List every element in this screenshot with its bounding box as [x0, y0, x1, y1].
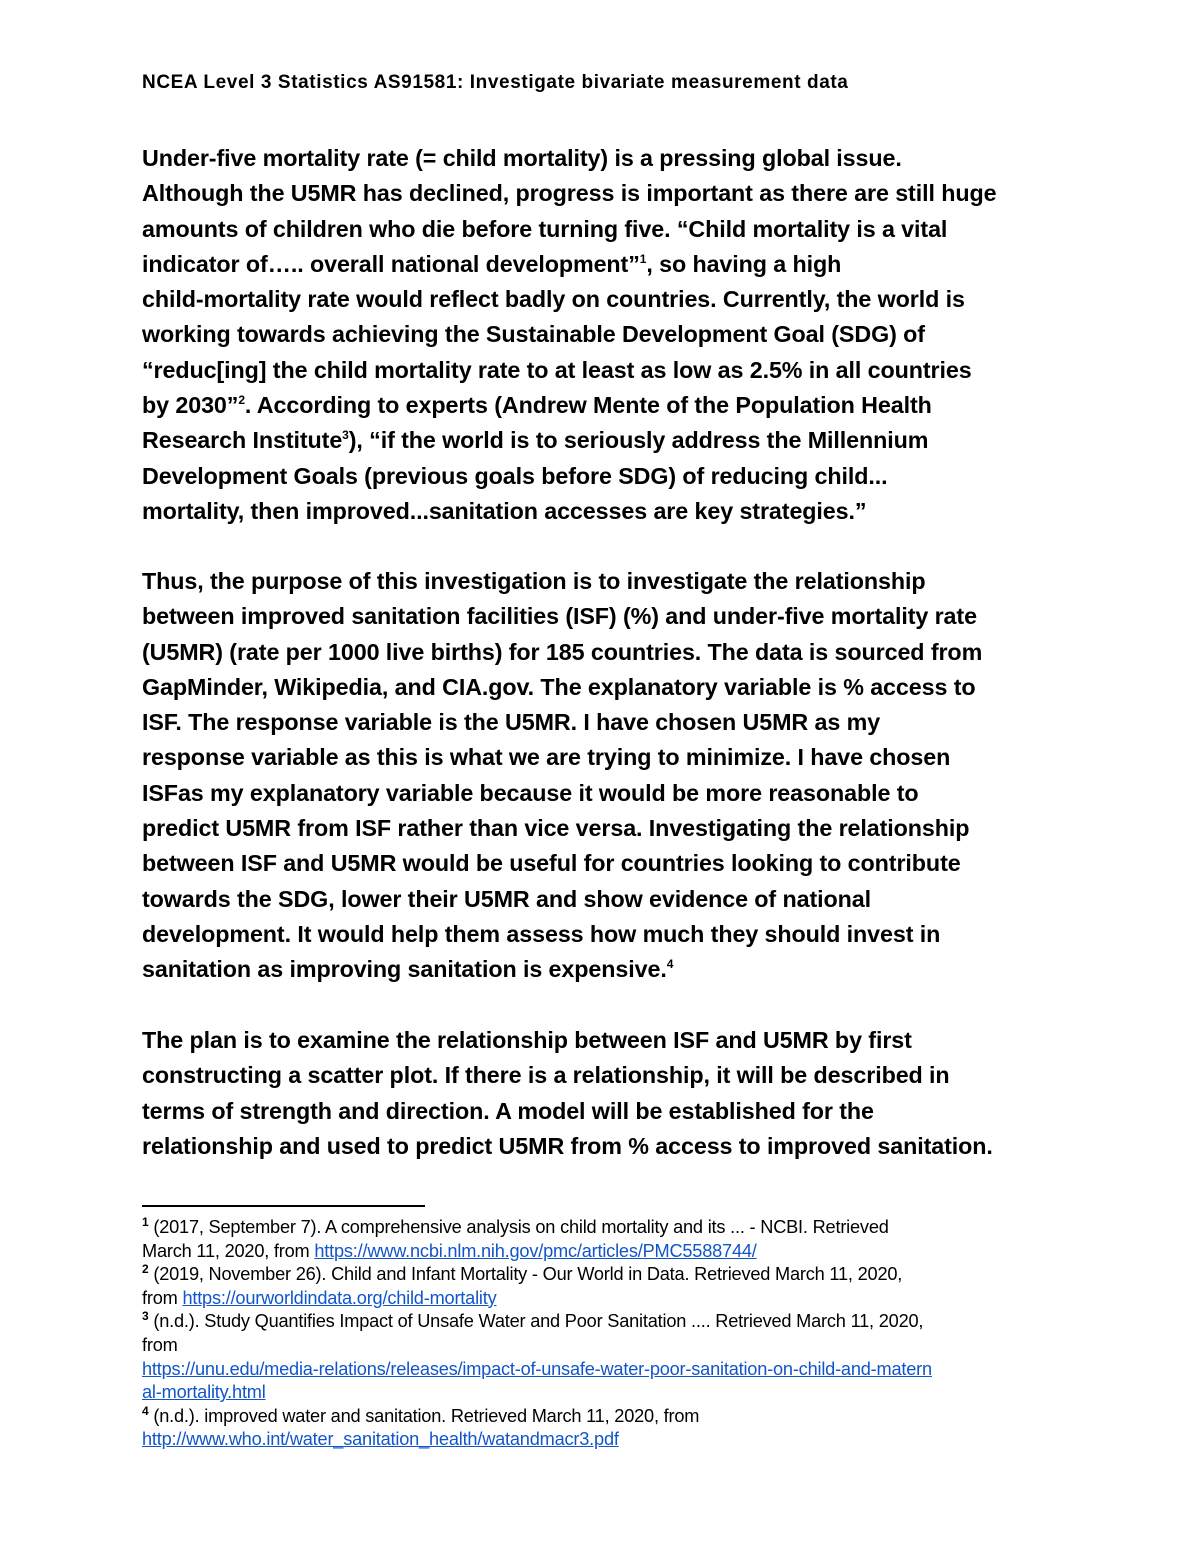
- footnote-link[interactable]: https://www.ncbi.nlm.nih.gov/pmc/articles/PMC5588744/: [314, 1240, 757, 1261]
- text-line: [142, 1287, 1042, 1311]
- text-segment: Research Institute: [142, 427, 343, 454]
- text-line: [142, 388, 1042, 423]
- footnotes-section: [142, 1216, 1042, 1452]
- text-segment: ), “if the world is to seriously address the Millennium: [348, 427, 929, 454]
- text-line: [142, 1240, 1042, 1264]
- text-line: [142, 1358, 1042, 1382]
- text-line: ISF. The response variable is the U5MR. I have chosen U5MR as my: [142, 709, 881, 736]
- text-line: Under-five mortality rate (= child mortality) is a pressing global issue.: [142, 145, 902, 171]
- paragraph-introduction: [142, 141, 1042, 529]
- text-line: ISFas my explanatory variable because it would be more reasonable to: [142, 779, 919, 806]
- text-line: GapMinder, Wikipedia, and CIA.gov. The explanatory variable is % access to: [142, 673, 976, 700]
- text-segment: , so having a high: [646, 250, 842, 277]
- text-line: [142, 247, 1042, 282]
- text-line: response variable as this is what we are trying to minimize. I have chosen: [142, 744, 951, 771]
- text-line: [142, 1263, 1042, 1287]
- text-line: relationship and used to predict U5MR from % access to improved sanitation.: [142, 1132, 993, 1159]
- text-segment: indicator of….. overall national development”: [142, 250, 640, 277]
- text-line: The plan is to examine the relationship between ISF and U5MR by first: [142, 1027, 912, 1053]
- text-line: development. It would help them assess how much they should invest in: [142, 920, 941, 947]
- text-line: amounts of children who die before turning five. “Child mortality is a vital: [142, 215, 948, 242]
- text-line: working towards achieving the Sustainable Development Goal (SDG) of: [142, 321, 925, 348]
- footnote-number: 3: [142, 1309, 149, 1324]
- footnote-link[interactable]: https://ourworldindata.org/child-mortality: [182, 1287, 497, 1308]
- text-line: [142, 952, 1042, 987]
- text-line: Although the U5MR has declined, progress is important as there are still huge: [142, 180, 997, 207]
- footnote-number: 1: [142, 1214, 149, 1229]
- footnote-text: from: [142, 1287, 183, 1308]
- footnote-text: (2017, September 7). A comprehensive analysis on child mortality and its ... - NCBI. Retrieved: [148, 1217, 889, 1237]
- footnote-ref-1[interactable]: 1: [639, 252, 647, 267]
- footnote-link[interactable]: http://www.who.int/water_sanitation_health/watandmacr3.pdf: [142, 1429, 619, 1450]
- text-line: towards the SDG, lower their U5MR and show evidence of national: [142, 885, 871, 912]
- text-line: (U5MR) (rate per 1000 live births) for 185 countries. The data is sourced from: [142, 638, 983, 665]
- text-line: mortality, then improved...sanitation accesses are key strategies.”: [142, 497, 867, 524]
- footnote-separator: [142, 1205, 425, 1207]
- footnote-2: [142, 1263, 1042, 1310]
- text-line: constructing a scatter plot. If there is a relationship, it will be described in: [142, 1062, 950, 1089]
- footnote-ref-2[interactable]: 2: [238, 393, 245, 408]
- text-line: Development Goals (previous goals before SDG) of reducing child...: [142, 462, 888, 489]
- text-line: [142, 1216, 1042, 1240]
- footnote-ref-3[interactable]: 3: [342, 428, 349, 443]
- footnote-text: (2019, November 26). Child and Infant Mortality - Our World in Data. Retrieved March 11, 2020,: [148, 1264, 903, 1285]
- paragraph-plan: [142, 1023, 1042, 1164]
- footnote-1: [142, 1216, 1042, 1263]
- text-line: “reduc[ing] the child mortality rate to at least as low as 2.5% in all countries: [142, 356, 972, 383]
- footnote-text: (n.d.). improved water and sanitation. Retrieved March 11, 2020, from: [148, 1405, 700, 1426]
- text-line: from: [142, 1334, 178, 1355]
- text-line: between improved sanitation facilities (ISF) (%) and under-five mortality rate: [142, 603, 977, 630]
- text-line: Thus, the purpose of this investigation is to investigate the relationship: [142, 568, 926, 594]
- footnote-number: 4: [142, 1403, 149, 1418]
- footnote-3: [142, 1310, 1042, 1404]
- footnote-link[interactable]: al-mortality.html: [142, 1382, 266, 1403]
- text-line: predict U5MR from ISF rather than vice versa. Investigating the relationship: [142, 815, 970, 842]
- footnote-number: 2: [142, 1262, 149, 1277]
- footnote-text: March 11, 2020, from: [142, 1240, 315, 1261]
- text-line: [142, 423, 1042, 458]
- document-header: NCEA Level 3 Statistics AS91581: Investigate bivariate measurement data: [142, 72, 849, 93]
- text-segment: by 2030”: [142, 392, 239, 419]
- text-line: [142, 1381, 1042, 1405]
- text-line: terms of strength and direction. A model will be established for the: [142, 1097, 874, 1124]
- footnote-4: [142, 1405, 1042, 1452]
- text-line: [142, 1405, 1042, 1429]
- footnote-text: (n.d.). Study Quantifies Impact of Unsafe Water and Poor Sanitation .... Retrieved March 11, 2020,: [148, 1311, 924, 1332]
- footnote-ref-4[interactable]: 4: [666, 957, 674, 972]
- text-line: child-mortality rate would reflect badly on countries. Currently, the world is: [142, 286, 965, 313]
- text-segment: sanitation as improving sanitation is expensive.: [142, 956, 667, 983]
- text-line: [142, 1310, 1042, 1334]
- text-line: between ISF and U5MR would be useful for countries looking to contribute: [142, 850, 961, 877]
- text-segment: . According to experts (Andrew Mente of the Population Health: [244, 392, 932, 419]
- text-line: [142, 1428, 1042, 1452]
- footnote-link[interactable]: https://unu.edu/media-relations/releases/impact-of-unsafe-water-poor-sanitation-on-child-and-matern: [142, 1358, 932, 1379]
- paragraph-purpose: [142, 564, 1042, 988]
